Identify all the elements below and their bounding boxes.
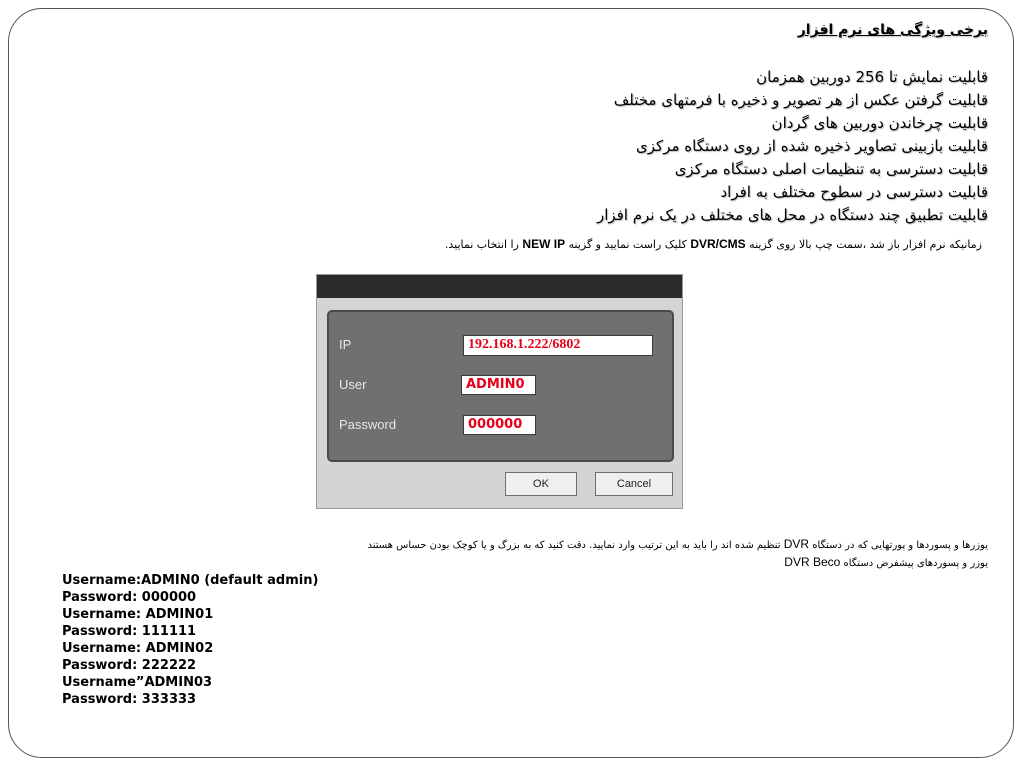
credential-line: Username:ADMIN0 (default admin) [62,573,319,588]
user-input[interactable] [461,375,536,395]
feature-item: قابلیت چرخاندن دوربین های گردان [771,114,988,132]
credential-line: Username: ADMIN01 [62,607,214,622]
note-term-dvr-cms: DVR/CMS [690,237,746,251]
user-value: ADMIN0 [466,377,525,392]
note-text: یوزرها و پسوردها و پورتهایی که در دستگاه [809,540,988,551]
credential-line: Username: ADMIN02 [62,641,214,656]
credentials-note [188,536,988,572]
feature-item: قابلیت گرفتن عکس از هر تصویر و ذخیره با فرمتهای مختلف [613,91,988,109]
dialog-titlebar [317,275,682,298]
note-text: را انتخاب نمایید. [444,238,523,251]
note-term-dvr-beco: DVR Beco [784,555,841,569]
ip-input[interactable] [463,335,653,356]
feature-item: قابلیت نمایش تا 256 دوربین همزمان [756,68,988,86]
password-value: 000000 [468,417,523,432]
note-text: کلیک راست نمایید و گزینه [565,238,691,251]
credential-line: Password: 222222 [62,658,197,673]
user-label: User [339,377,367,392]
instruction-note [282,237,982,251]
credential-line: Password: 000000 [62,590,197,605]
password-label: Password [339,417,397,432]
feature-item: قابلیت دسترسی به تنظیمات اصلی دستگاه مرکزی [674,160,988,178]
credentials-note-line [188,536,988,554]
credentials-note-line [188,554,988,572]
ip-label: IP [339,337,352,352]
note-text: زمانیکه نرم افزار باز شد ،سمت چپ بالا روی گزینه [745,238,982,251]
feature-item: قابلیت دسترسی در سطوح مختلف به افراد [720,183,988,201]
feature-item: قابلیت بازبینی تصاویر ذخیره شده از روی دستگاه مرکزی [636,137,988,155]
cancel-button[interactable]: Cancel [595,472,673,496]
dialog-form-panel [327,310,674,462]
password-input[interactable] [463,415,536,435]
note-text: یوزر و پسوردهای پیشفرض دستگاه [840,558,988,569]
ip-value: 192.168.1.222/6802 [468,337,581,352]
feature-item: قابلیت تطبیق چند دستگاه در محل های مختلف در یک نرم افزار [596,206,988,224]
ok-button[interactable]: OK [505,472,577,496]
note-term-dvr: DVR [783,537,810,551]
credential-line: Password: 111111 [62,624,197,639]
credential-line: Username”ADMIN03 [62,675,213,690]
feature-list [288,66,988,227]
credentials-list [62,572,318,708]
credential-line: Password: 333333 [62,692,197,707]
note-text: تنظیم شده اند را باید به این ترتیب وارد نمایید. دقت کنید که به بزرگ و یا کوچک بودن حساس هستند [367,540,784,551]
note-term-new-ip: NEW IP [522,237,566,251]
section-heading: برخی ویژگی های نرم افزار [797,22,988,38]
new-ip-dialog [316,274,683,509]
